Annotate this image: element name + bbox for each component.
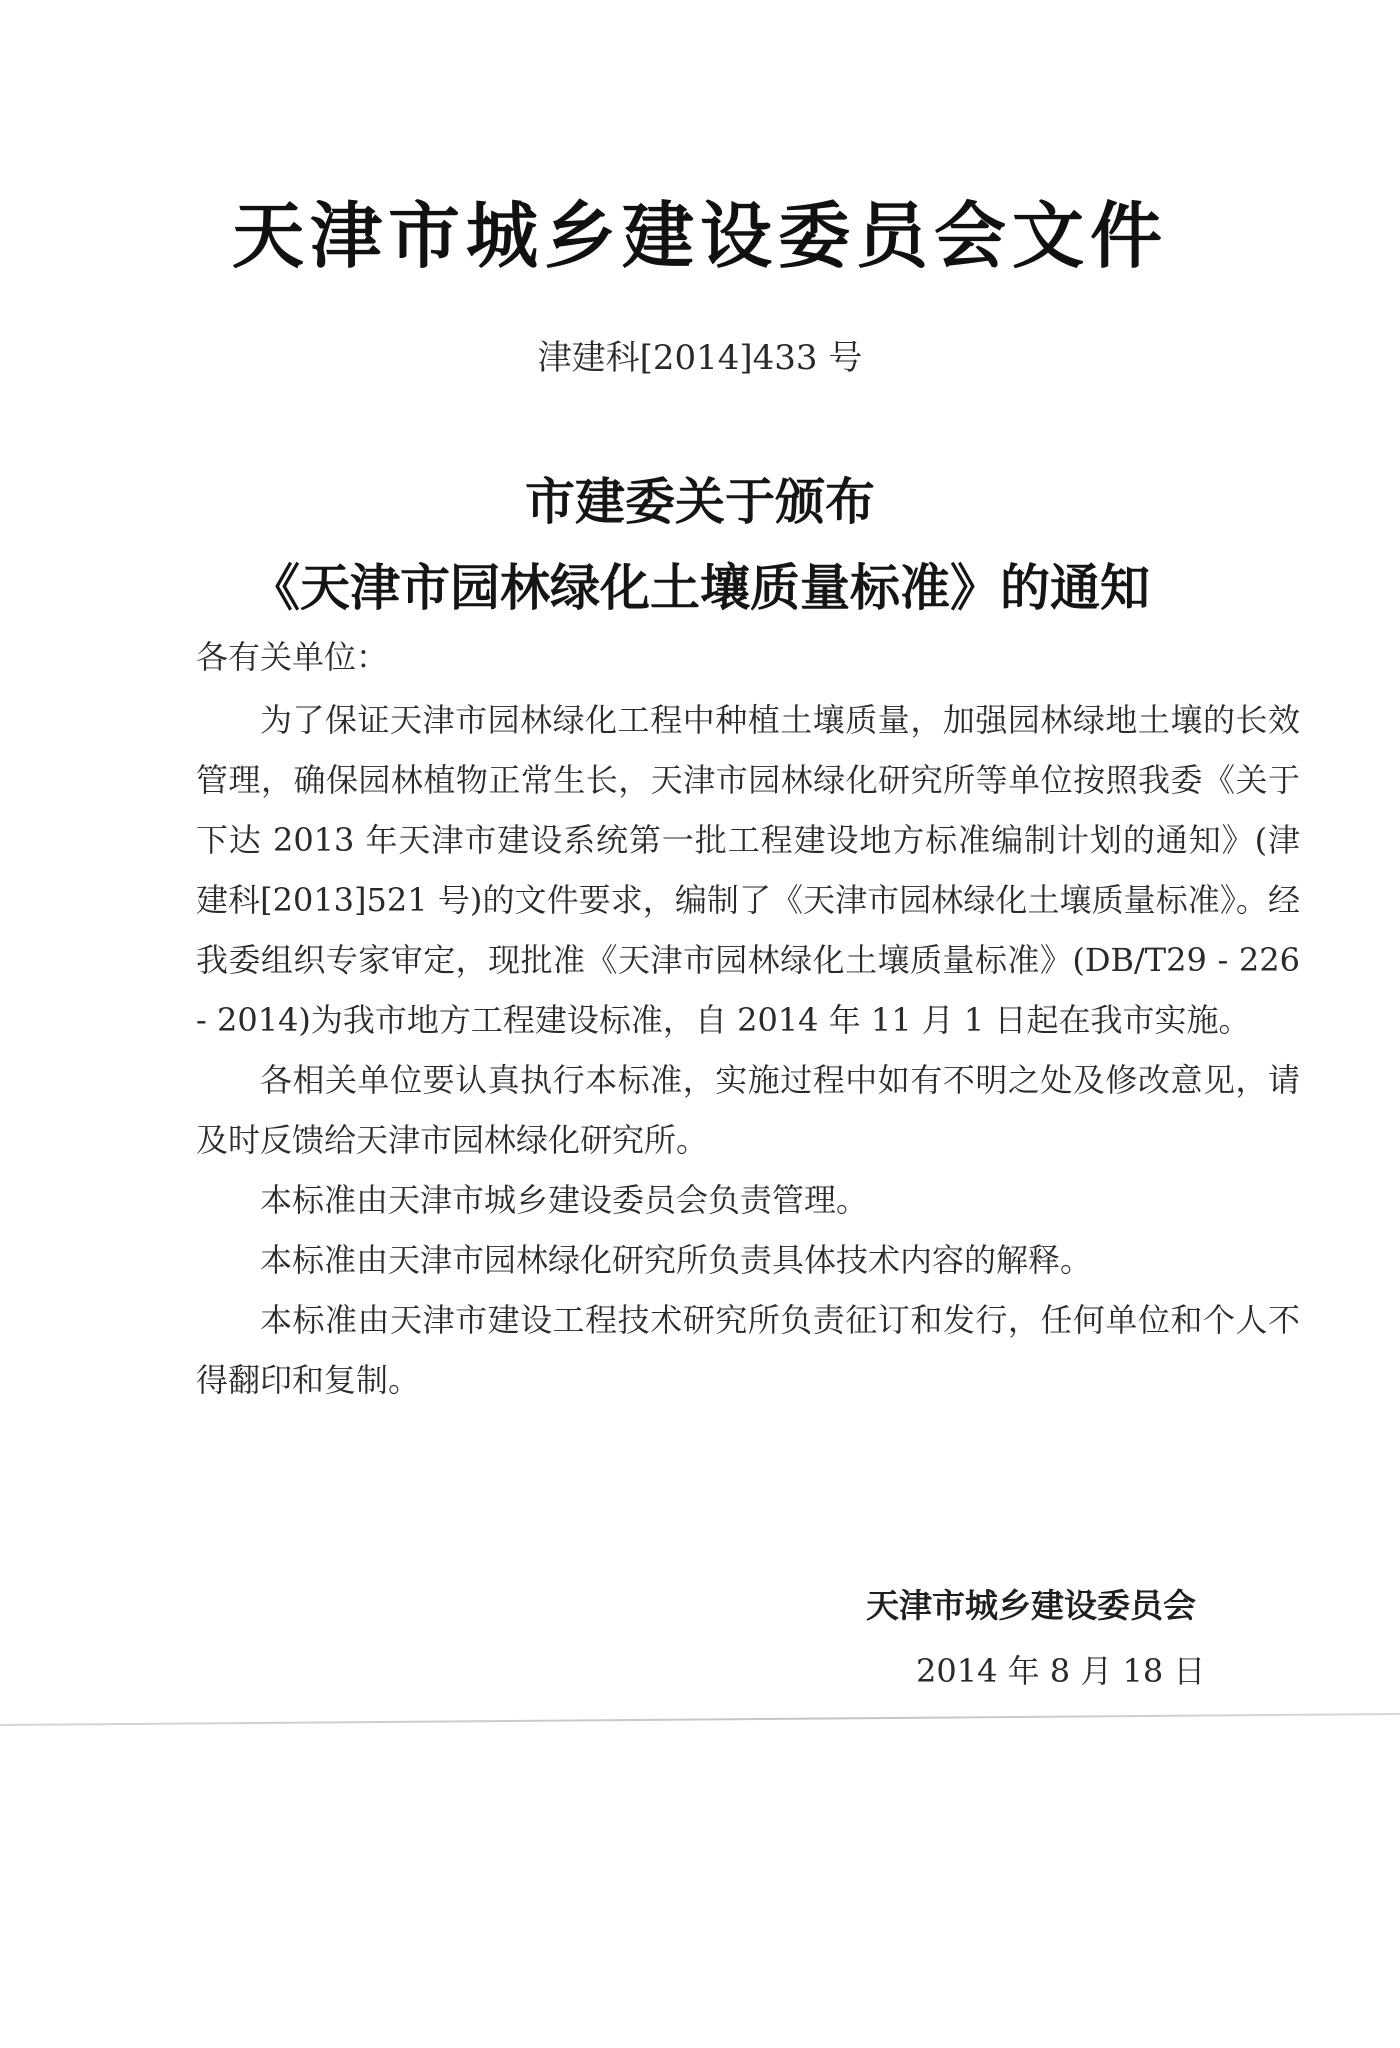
body-paragraph-4: 本标准由天津市园林绿化研究所负责具体技术内容的解释。 (260, 1241, 1093, 1279)
signature-date: 2014 年 8 月 18 日 (916, 1652, 1206, 1690)
body-paragraph-2: 各相关单位要认真执行本标准，实施过程中如有不明之处及修改意见，请及时反馈给天津市园林绿化研究所。 (196, 1061, 1300, 1159)
scan-divider-line (0, 1713, 1400, 1726)
notice-title-line-2: 《天津市园林绿化土壤质量标准》的通知 (250, 558, 1150, 617)
document-number: 津建科[2014]433 号 (537, 338, 863, 378)
notice-body (196, 690, 1300, 1410)
body-paragraph-3: 本标准由天津市城乡建设委员会负责管理。 (260, 1181, 869, 1219)
body-paragraph-1: 为了保证天津市园林绿化工程中种植土壤质量，加强园林绿地土壤的长效管理，确保园林植物正常生长，天津市园林绿化研究所等单位按照我委《关于下达 2013 年天津市建设系统第一批工程建设地方标准编制计划的通知》(津建科[2013]521 号)的文件要求，编制了《天津市园林绿化土壤质量标准》。经我委组织专家审定，现批准《天津市园林绿化土壤质量标准》(DB/T29 - 226 - 2014)为我市地方工程建设标准，自 2014 年 11 月 1 日起在我市实施。 (196, 701, 1300, 1039)
signature-organization: 天津市城乡建设委员会 (866, 1586, 1196, 1625)
body-paragraph-5: 本标准由天津市建设工程技术研究所负责征订和发行，任何单位和个人不得翻印和复制。 (196, 1301, 1300, 1399)
salutation: 各有关单位： (196, 638, 389, 676)
document-title: 天津市城乡建设委员会文件 (231, 194, 1168, 278)
notice-title-line-1: 市建委关于颁布 (525, 472, 875, 531)
